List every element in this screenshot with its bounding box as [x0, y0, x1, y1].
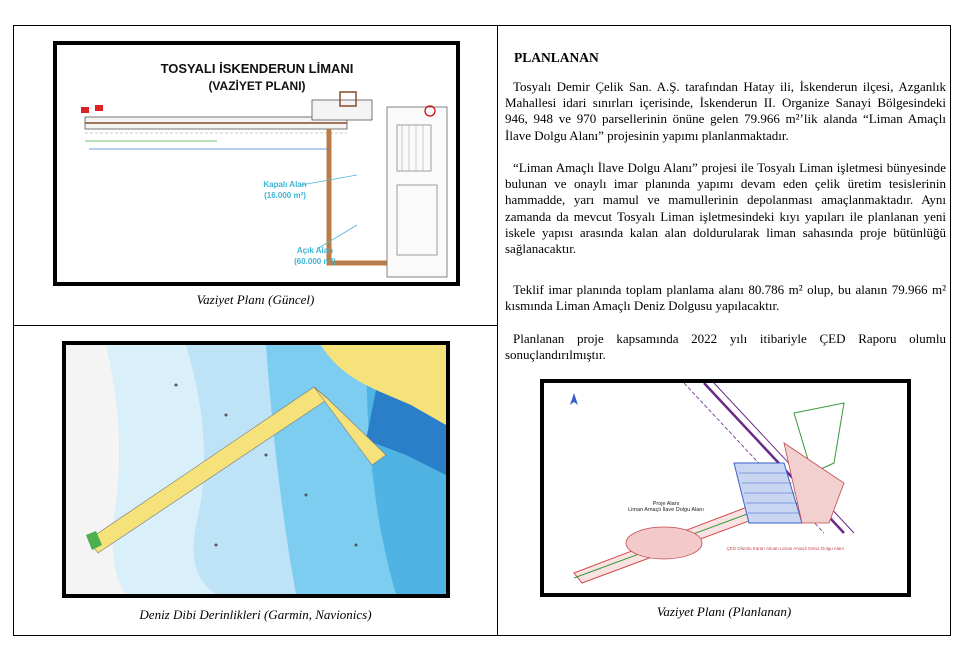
open-area-label: Açık Alan — [296, 246, 334, 255]
site-plan-planned-image — [540, 379, 911, 597]
site-plan-title-line1: TOSYALI İSKENDERUN LİMANI — [160, 61, 354, 76]
paragraph-2: “Liman Amaçlı İlave Dolgu Alanı” projesi ile Tosyalı Liman işletmesi bünyesinde bulunan ve onaylı imar planında yapımı devam eden çelik üretim tesislerinin hammadde, yarı mamul ve mamullerinin depolanması amaçlanmaktadır. Aynı zamanda da mevcut Tosyalı Liman işletmesindeki kıyı yapıları ile planlanan yeni iskele yapısı arasında kalan alan doldurularak liman sahasında proje bütünlüğü sağlanacaktır. — [505, 160, 946, 257]
site-plan-current-caption: Vaziyet Planı (Güncel) — [196, 292, 315, 307]
table-row-divider — [13, 325, 498, 326]
open-area-value: (60.000 m²) — [294, 257, 336, 266]
site-plan-current-drawing — [57, 45, 456, 282]
site-plan-current-image — [53, 41, 460, 286]
paragraph-1: Tosyalı Demir Çelik San. A.Ş. tarafından Hatay ili, İskenderun ilçesi, Azganlık Mahallesi idari sınırları içerisinde, İskenderun II. Organize Sanayi Bölgesindeki 946, 948 ve 970 parsellerinin önüne gelen 79.966 m²’lik alanda “Liman Amaçlı İlave Dolgu Alanı” projesinin yapımı planlanmaktadır. — [505, 79, 946, 143]
site-plan-planned-caption: Vaziyet Planı (Planlanan) — [656, 604, 792, 619]
paragraph-3: Teklif imar planında toplam planlama alanı 80.786 m² olup, bu alanın 79.966 m² kısmında Liman Amaçlı Deniz Dolgusu yapılacaktır. — [505, 282, 946, 314]
section-heading: PLANLANAN — [514, 50, 599, 65]
project-area-sublabel: Liman Amaçlı İlave Dolgu Alanı — [628, 507, 704, 513]
paragraph-4: Planlanan proje kapsamında 2022 yılı itibariyle ÇED Raporu olumlu sonuçlandırılmıştır. — [505, 331, 946, 363]
ced-area-label: ÇED Olumlu Kararı Alınan Liman Amaçlı Deniz Dolgu Alanı — [726, 546, 844, 551]
site-plan-planned-drawing — [544, 383, 907, 593]
depth-chart-caption: Deniz Dibi Derinlikleri (Garmin, Navionics) — [139, 607, 372, 622]
table-column-divider — [497, 25, 498, 636]
depth-chart-image — [62, 341, 450, 598]
covered-area-label: Kapalı Alan — [263, 180, 307, 189]
site-plan-title-line2: (VAZİYET PLANI) — [208, 79, 306, 93]
covered-area-value: (16.000 m²) — [264, 191, 306, 200]
depth-chart-drawing — [66, 345, 446, 594]
project-area-label: Proje Alanı — [652, 501, 680, 507]
